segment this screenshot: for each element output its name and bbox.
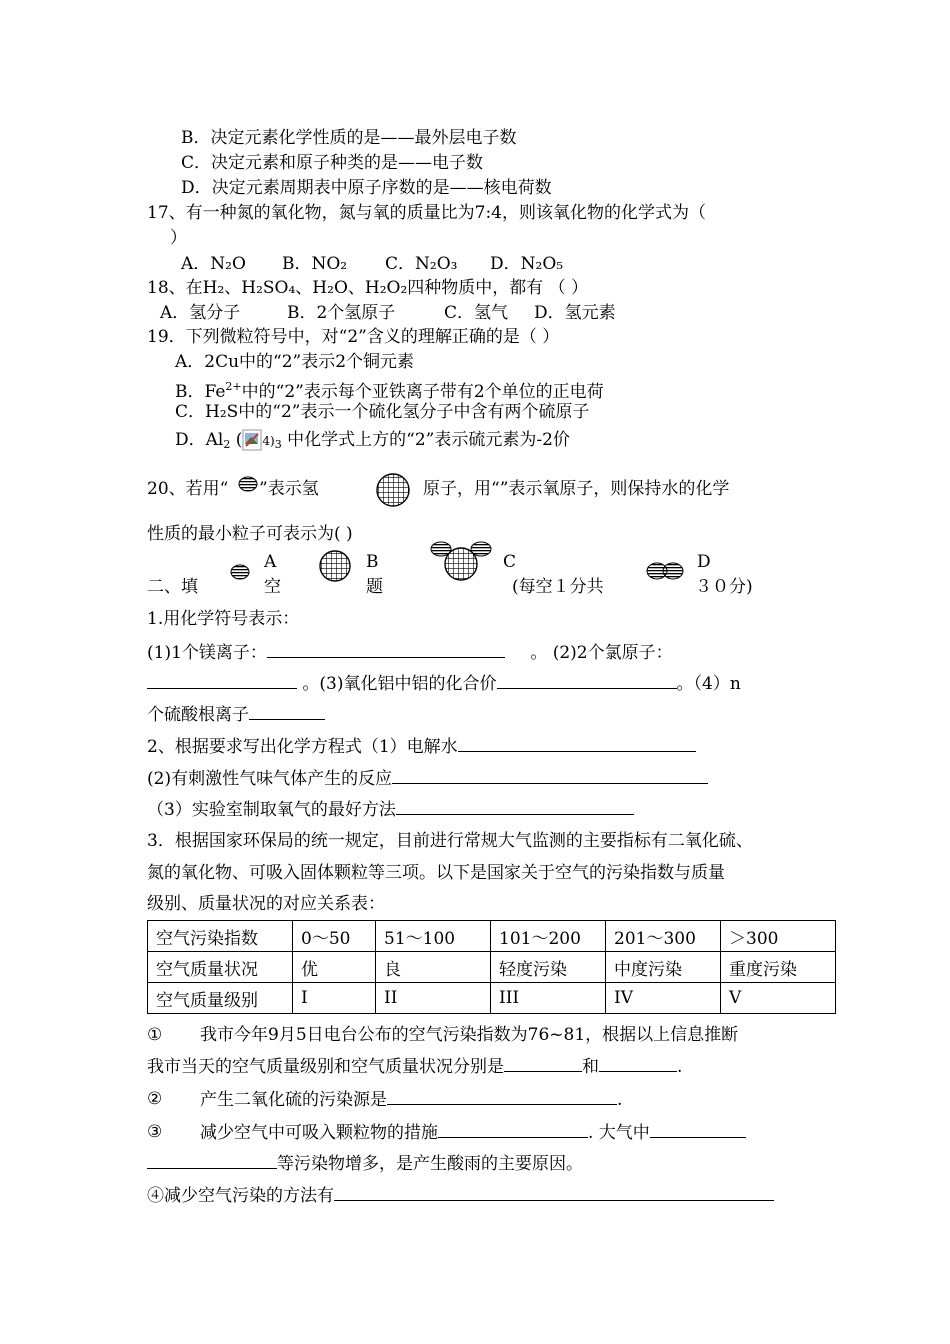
q18-option-d: D．氢元素 bbox=[534, 303, 616, 323]
q20-text-part2: ”表示氢 bbox=[259, 479, 319, 499]
broken-image-icon bbox=[242, 429, 262, 451]
table-cell: 101～200 bbox=[491, 921, 606, 952]
sub3-line1: 减少空气中可吸入颗粒物的措施 . 大气中 bbox=[200, 1121, 746, 1144]
q19-stem: 19．下列微粒符号中，对“2”含义的理解正确的是（ ） bbox=[147, 327, 560, 347]
fill3-line3: 级别、质量状况的对应关系表： bbox=[147, 894, 385, 914]
fill1-line1: (1)1个镁离子： 。 (2)2个氯原子： bbox=[147, 643, 673, 663]
answer-blank[interactable] bbox=[147, 1152, 277, 1169]
table-cell: 空气污染指数 bbox=[148, 921, 293, 952]
table-row bbox=[148, 952, 836, 983]
sub2-line: 产生二氧化硫的污染源是 . bbox=[200, 1090, 623, 1110]
fill1-line2: 。(3)氧化铝中铝的化合价 。（4）n bbox=[147, 672, 741, 695]
option-b-o-atom-icon bbox=[316, 548, 354, 584]
sub1-text: 我市今年9月5日电台公布的空气污染指数为76~81，根据以上信息推断 bbox=[200, 1025, 739, 1045]
table-cell: 优 bbox=[293, 952, 376, 983]
q20-line2: 性质的最小粒子可表示为( ) bbox=[147, 524, 353, 544]
q17-option-a: A．N₂O bbox=[181, 254, 246, 274]
table-cell: IV bbox=[606, 983, 721, 1014]
hydrogen-atom-icon bbox=[237, 475, 259, 493]
answer-blank[interactable] bbox=[438, 1121, 588, 1138]
section2-title-part2: 空 bbox=[264, 577, 281, 597]
table-row bbox=[148, 983, 836, 1014]
sub2-number: ② bbox=[147, 1089, 163, 1109]
answer-blank[interactable] bbox=[504, 1055, 582, 1072]
sub3-number: ③ bbox=[147, 1122, 163, 1142]
sub1-line2: 我市当天的空气质量级别和空气质量状况分别是 和 . bbox=[147, 1057, 683, 1077]
q18-option-c: C．氢气 bbox=[444, 303, 509, 323]
table-cell: ＞300 bbox=[721, 921, 836, 952]
air-quality-table bbox=[147, 920, 836, 1014]
q20-label-a: A bbox=[264, 552, 277, 572]
q16-option-c: C．决定元素和原子种类的是——电子数 bbox=[181, 153, 484, 173]
table-cell: 51～100 bbox=[376, 921, 491, 952]
q20-label-d: D bbox=[697, 552, 711, 572]
q18-option-a: A．氢分子 bbox=[160, 303, 241, 323]
fill3-line1: 3．根据国家环保局的统一规定，目前进行常规大气监测的主要指标有二氧化硫、 bbox=[147, 831, 753, 851]
fill2-line1: 2、根据要求写出化学方程式（1）电解水 bbox=[147, 735, 696, 758]
answer-blank[interactable] bbox=[396, 798, 634, 815]
fill2-line3: （3）实验室制取氧气的最好方法 bbox=[147, 798, 634, 821]
q17-paren-close: ） bbox=[170, 228, 187, 248]
answer-blank[interactable] bbox=[334, 1184, 774, 1201]
section2-score-note: (每空１分共 bbox=[512, 577, 604, 597]
table-cell: 0～50 bbox=[293, 921, 376, 952]
q20-text-part3: 原子，用“”表示氧原子，则保持水的化学 bbox=[423, 479, 730, 499]
fill3-line2: 氮的氧化物、可吸入固体颗粒等三项。以下是国家关于空气的污染指数与质量 bbox=[147, 863, 725, 883]
q19-option-b: B．$Fe^{2+}$中的“2”表示每个亚铁离子带有2个单位的正电荷 bbox=[175, 380, 604, 402]
table-row bbox=[148, 921, 836, 952]
table-cell: 轻度污染 bbox=[491, 952, 606, 983]
q18-option-b: B．2个氢原子 bbox=[287, 303, 396, 323]
table-cell: I bbox=[293, 983, 376, 1014]
section2-score-total: ３０分) bbox=[695, 577, 753, 597]
sub3-line2: 等污染物增多，是产生酸雨的主要原因。 bbox=[147, 1152, 583, 1175]
answer-blank[interactable] bbox=[147, 672, 297, 689]
q20-label-b: B bbox=[366, 552, 379, 572]
table-cell: 空气质量状况 bbox=[148, 952, 293, 983]
table-cell: V bbox=[721, 983, 836, 1014]
answer-blank[interactable] bbox=[387, 1088, 617, 1105]
answer-blank[interactable] bbox=[497, 672, 677, 689]
q19-option-a: A．2Cu中的“2”表示2个铜元素 bbox=[175, 352, 415, 372]
answer-blank[interactable] bbox=[599, 1055, 677, 1072]
table-cell: 中度污染 bbox=[606, 952, 721, 983]
table-cell: 201～300 bbox=[606, 921, 721, 952]
sub1-number: ① bbox=[147, 1025, 163, 1045]
option-d-h2-molecule-icon bbox=[645, 561, 685, 581]
q16-option-b: B．决定元素化学性质的是——最外层电子数 bbox=[181, 128, 517, 148]
q17-option-b: B．NO₂ bbox=[282, 254, 348, 274]
q20-text-part1: 20、若用“ bbox=[147, 479, 229, 499]
oxygen-atom-icon bbox=[373, 472, 413, 508]
q19-option-d: D．$Al_2$ ( $4)_3$ 中化学式上方的“2”表示硫元素为-2价 bbox=[175, 430, 570, 451]
table-cell: 重度污染 bbox=[721, 952, 836, 983]
table-cell: II bbox=[376, 983, 491, 1014]
q20-label-c: C bbox=[503, 552, 517, 572]
table-cell: 良 bbox=[376, 952, 491, 983]
q16-option-d: D．决定元素周期表中原子序数的是——核电荷数 bbox=[181, 178, 552, 198]
answer-blank[interactable] bbox=[650, 1121, 746, 1138]
answer-blank[interactable] bbox=[267, 641, 505, 658]
answer-blank[interactable] bbox=[458, 735, 696, 752]
sub4-line: ④减少空气污染的方法有 bbox=[147, 1184, 774, 1207]
fill2-line2: (2)有刺激性气味气体产生的反应 bbox=[147, 767, 708, 790]
fill1-title: 1.用化学符号表示： bbox=[147, 609, 300, 629]
table-cell: 空气质量级别 bbox=[148, 983, 293, 1014]
q18-stem: 18、在H₂、H₂SO₄、H₂O、H₂O₂四种物质中，都有 （ ） bbox=[147, 278, 589, 298]
option-c-water-molecule-icon bbox=[428, 538, 494, 584]
q19-option-c: C．H₂S中的“2”表示一个硫化氢分子中含有两个硫原子 bbox=[175, 402, 590, 422]
option-a-h-atom-icon bbox=[229, 563, 251, 581]
table-cell: III bbox=[491, 983, 606, 1014]
answer-blank[interactable] bbox=[392, 767, 708, 784]
section2-title-part3: 题 bbox=[366, 577, 383, 597]
answer-blank[interactable] bbox=[249, 703, 325, 720]
section2-title-part1: 二、填 bbox=[147, 577, 198, 597]
q17-stem: 17、有一种氮的氧化物，氮与氧的质量比为7:4，则该氧化物的化学式为（ bbox=[147, 203, 706, 223]
q17-option-d: D．N₂O₅ bbox=[490, 254, 564, 274]
fill1-line3: 个硫酸根离子 bbox=[147, 703, 325, 726]
q17-option-c: C．N₂O₃ bbox=[385, 254, 458, 274]
